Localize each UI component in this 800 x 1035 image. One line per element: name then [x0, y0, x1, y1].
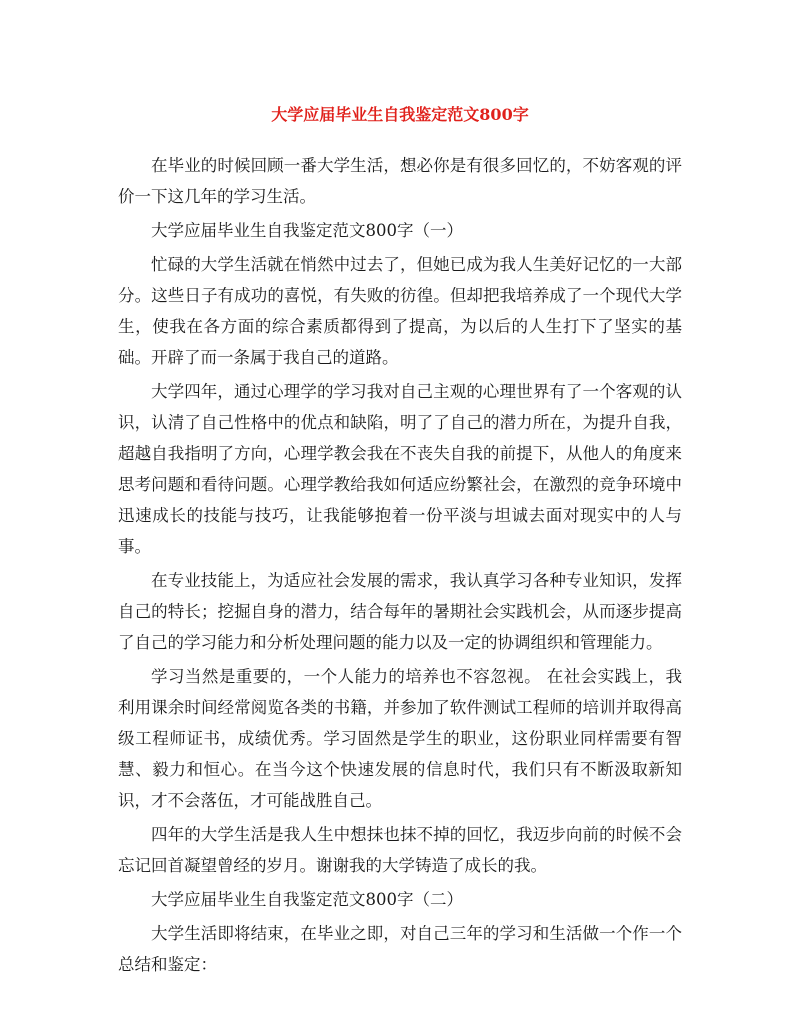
body-paragraph: 在专业技能上，为适应社会发展的需求，我认真学习各种专业知识，发挥自己的特长；挖掘自身的潜力，结合每年的暑期社会实践机会，从而逐步提高了自己的学习能力和分析处理问题的能力以及一定的协调组织和管理能力。 [118, 571, 682, 652]
section-heading-one: 大学应届毕业生自我鉴定范文800字（一） [151, 221, 463, 240]
document-title: 大学应届毕业生自我鉴定范文800字 [271, 105, 529, 124]
body-paragraph: 四年的大学生活是我人生中想抹也抹不掉的回忆，我迈步向前的时候不会忘记回首凝望曾经的岁月。谢谢我的大学铸造了成长的我。 [118, 825, 682, 875]
body-paragraph: 学习当然是重要的，一个人能力的培养也不容忽视。 在社会实践上，我利用课余时间经常阅览各类的书籍，并参加了软件测试工程师的培训并取得高级工程师证书，成绩优秀。学习固然是学生的职业，这份职业同样需要有智慧、毅力和恒心。在当今这个快速发展的信息时代，我们只有不断汲取新知识，才不会落伍，才可能战胜自己。 [118, 667, 682, 810]
section-heading-two: 大学应届毕业生自我鉴定范文800字（二） [151, 890, 463, 909]
intro-paragraph: 在毕业的时候回顾一番大学生活，想必你是有很多回忆的，不妨客观的评价一下这几年的学习生活。 [118, 156, 682, 206]
body-paragraph: 大学生活即将结束，在毕业之即，对自己三年的学习和生活做一个作一个总结和鉴定： [118, 924, 682, 974]
document-body [118, 150, 682, 983]
body-paragraph: 大学四年，通过心理学的学习我对自己主观的心理世界有了一个客观的认识，认清了自己性格中的优点和缺陷，明了了自己的潜力所在，为提升自我，超越自我指明了方向，心理学教会我在不丧失自我的前提下，从他人的角度来思考问题和看待问题。心理学教给我如何适应纷繁社会，在激烈的竞争环境中迅速成长的技能与技巧，让我能够抱着一份平淡与坦诚去面对现实中的人与事。 [118, 382, 682, 556]
body-paragraph: 忙碌的大学生活就在悄然中过去了，但她已成为我人生美好记忆的一大部分。这些日子有成功的喜悦，有失败的彷徨。但却把我培养成了一个现代大学生，使我在各方面的综合素质都得到了提高，为以后的人生打下了坚实的基础。开辟了而一条属于我自己的道路。 [118, 255, 682, 367]
